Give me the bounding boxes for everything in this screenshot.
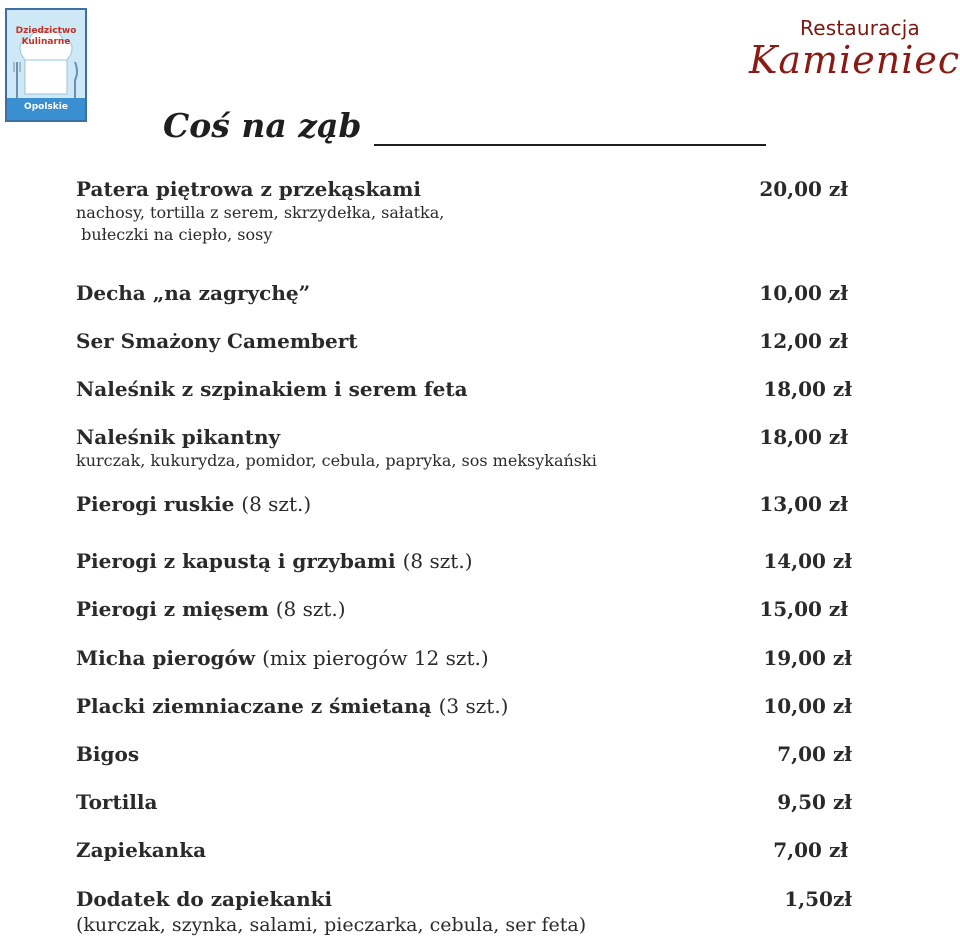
menu-item-price: 7,00 zł	[777, 742, 852, 766]
menu-item-price: 19,00 zł	[763, 646, 852, 670]
menu-item-price: 20,00 zł	[759, 177, 848, 201]
menu-item-name	[76, 491, 676, 517]
logo-left-line2: Kulinarne	[21, 37, 71, 47]
item-quantity-note: (8 szt.)	[275, 597, 346, 621]
menu-item-price: 14,00 zł	[763, 549, 852, 573]
item-name-text: Pierogi z kapustą i grzybami	[76, 549, 396, 573]
logo-right-line2: Kamieniec	[749, 38, 960, 82]
item-name-text: Decha „na zagrychę”	[76, 281, 311, 305]
logo-left-title	[7, 26, 85, 48]
menu-item-price: 10,00 zł	[759, 281, 848, 305]
item-quantity-note: (3 szt.)	[438, 694, 509, 718]
menu-item	[76, 645, 676, 671]
menu-item-price: 7,00 zł	[773, 838, 848, 862]
menu-item	[76, 491, 676, 517]
menu-item-name	[76, 789, 676, 815]
dziedzictwo-kulinarne-logo	[5, 8, 87, 122]
item-name-text: Pierogi z mięsem	[76, 597, 269, 621]
menu-item	[76, 176, 676, 246]
menu-item-name	[76, 596, 676, 622]
item-quantity-note: (8 szt.)	[241, 492, 312, 516]
item-name-text: Tortilla	[76, 790, 158, 814]
menu-item-price: 15,00 zł	[759, 597, 848, 621]
item-quantity-note: (mix pierogów 12 szt.)	[262, 646, 489, 670]
menu-item	[76, 789, 676, 815]
menu-item	[76, 741, 676, 767]
menu-item	[76, 886, 676, 938]
menu-item-name	[76, 693, 676, 719]
menu-item-name	[76, 328, 676, 354]
restauracja-kamieniec-logo	[745, 14, 960, 84]
item-quantity-note: (8 szt.)	[402, 549, 473, 573]
menu-item-price: 12,00 zł	[759, 329, 848, 353]
logo-left-region: Opolskie	[24, 102, 68, 112]
item-name-text: Patera piętrowa z przekąskami	[76, 177, 422, 201]
menu-item-price: 1,50zł	[784, 887, 852, 911]
menu-item-price: 10,00 zł	[763, 694, 852, 718]
item-name-text: Zapiekanka	[76, 838, 207, 862]
item-name-text: Naleśnik pikantny	[76, 425, 281, 449]
menu-item	[76, 693, 676, 719]
menu-item-description: kurczak, kukurydza, pomidor, cebula, papryka, sos meksykański	[76, 451, 597, 470]
heading-underline	[374, 144, 766, 146]
menu-item-price: 9,50 zł	[777, 790, 852, 814]
item-name-text: Placki ziemniaczane z śmietaną	[76, 694, 432, 718]
menu-item-name	[76, 886, 676, 912]
logo-right-line1: Restauracja	[800, 16, 920, 40]
menu-item	[76, 548, 676, 574]
menu-item-description: bułeczki na ciepło, sosy	[76, 225, 273, 244]
menu-item-name	[76, 837, 676, 863]
item-name-text: Ser Smażony Camembert	[76, 329, 358, 353]
menu-item-name	[76, 424, 676, 450]
item-name-text: Micha pierogów	[76, 646, 256, 670]
menu-item-name	[76, 376, 676, 402]
item-name-text: Pierogi ruskie	[76, 492, 235, 516]
menu-item-description: (kurczak, szynka, salami, pieczarka, cebula, ser feta)	[76, 914, 587, 936]
menu-item	[76, 280, 676, 306]
menu-item-price: 18,00 zł	[763, 377, 852, 401]
menu-item	[76, 837, 676, 863]
item-name-text: Naleśnik z szpinakiem i serem feta	[76, 377, 468, 401]
menu-item-price: 18,00 zł	[759, 425, 848, 449]
section-heading: Coś na ząb	[163, 106, 362, 145]
menu-item	[76, 328, 676, 354]
menu-item-name	[76, 741, 676, 767]
item-name-text: Bigos	[76, 742, 140, 766]
menu-item-name	[76, 280, 676, 306]
logo-left-line1: Dziedzictwo	[15, 26, 77, 36]
menu-item-price: 13,00 zł	[759, 492, 848, 516]
menu-item	[76, 376, 676, 402]
menu-item-name	[76, 548, 676, 574]
menu-item-description: nachosy, tortilla z serem, skrzydełka, sałatka,	[76, 203, 445, 222]
menu-item-name	[76, 645, 676, 671]
menu-item-name	[76, 176, 676, 202]
item-name-text: Dodatek do zapiekanki	[76, 887, 333, 911]
menu-item	[76, 596, 676, 622]
menu-item	[76, 424, 676, 472]
